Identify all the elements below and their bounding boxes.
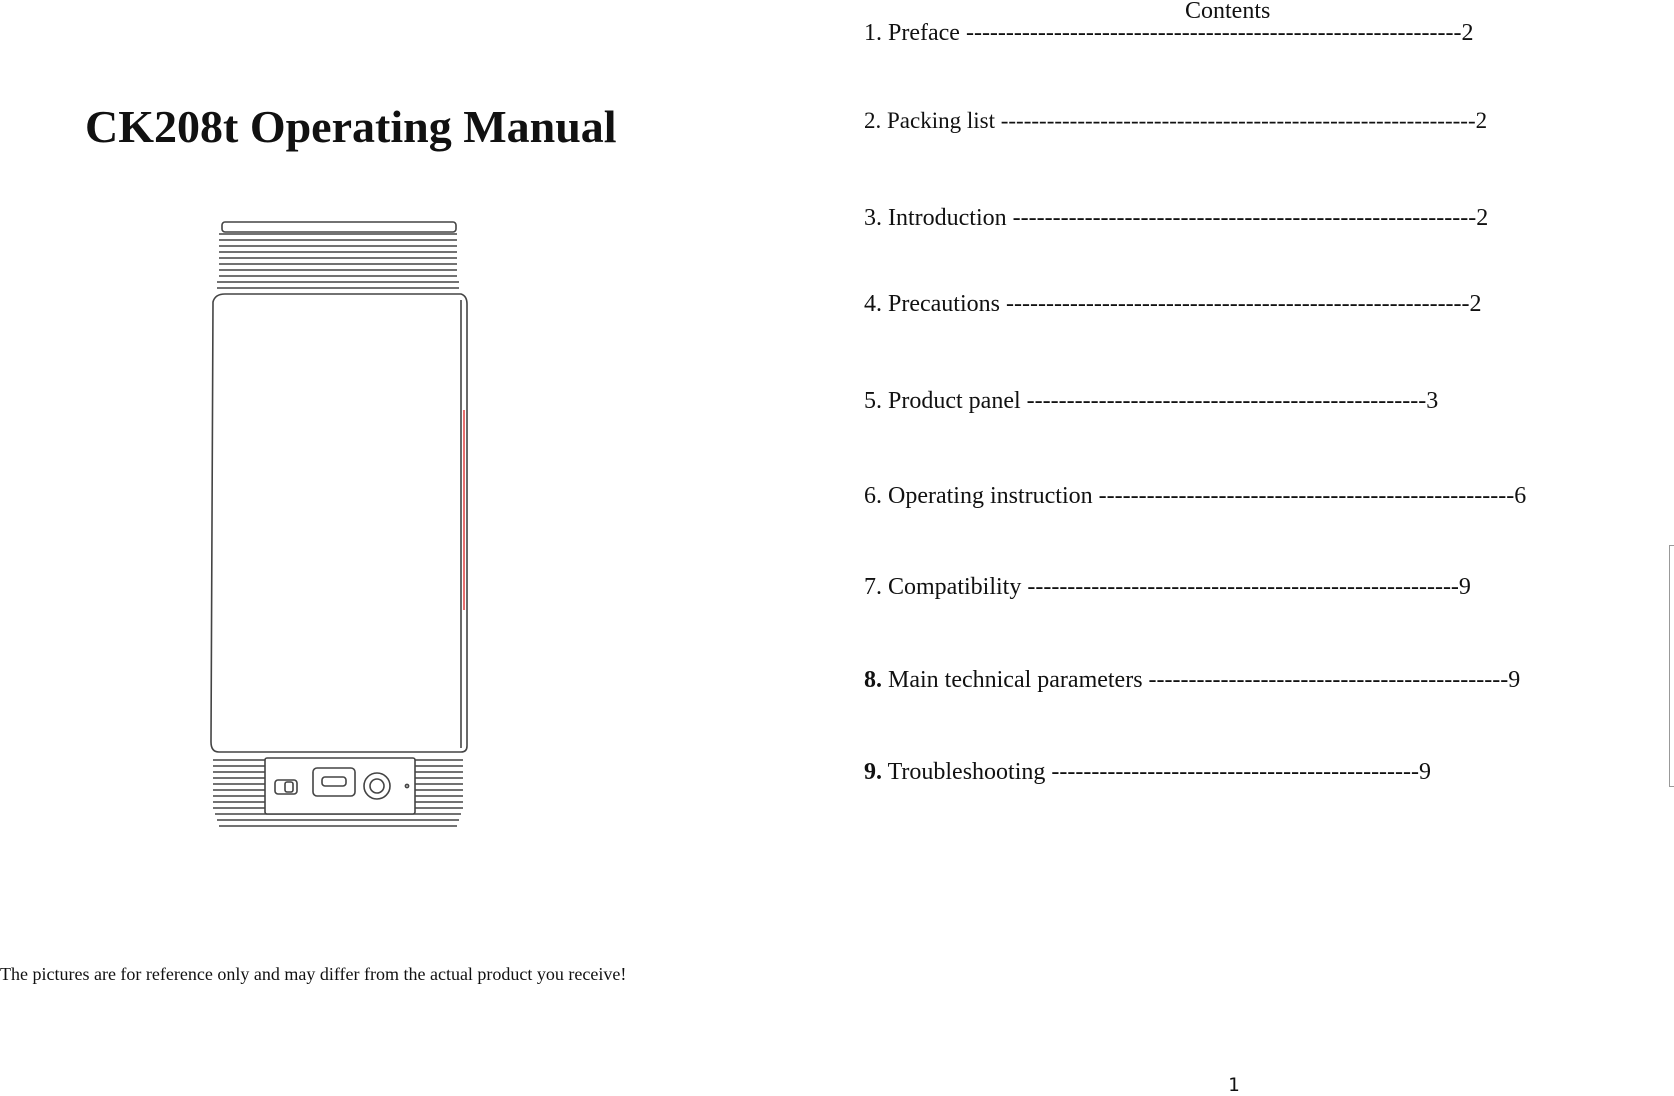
toc-page: 6 <box>1514 483 1527 509</box>
toc-number: 5. <box>864 388 882 414</box>
toc-title: Precautions <box>882 291 1006 317</box>
toc-page: 2 <box>1475 108 1488 133</box>
page-number: 1 <box>1228 1074 1240 1096</box>
page-edge-mark <box>1669 545 1674 787</box>
toc-leader: -------------------------------------------------------------- <box>1000 108 1476 133</box>
toc-title: Introduction <box>882 205 1013 231</box>
toc-leader: ---------------------------------------------------------- <box>1005 291 1470 317</box>
toc-leader: ---------------------------------------------- <box>1051 759 1420 785</box>
toc-entry-packing-list <box>864 108 1487 134</box>
contents-heading: Contents <box>1185 0 1271 24</box>
toc-page: 9 <box>1458 574 1471 600</box>
toc-title: Troubleshooting <box>882 759 1052 785</box>
toc-page: 9 <box>1419 759 1432 785</box>
toc-entry-troubleshooting <box>864 759 1431 786</box>
toc-title: Packing list <box>881 108 1001 133</box>
toc-number: 9. <box>864 759 882 785</box>
toc-page: 2 <box>1461 20 1474 46</box>
toc-title: Main technical parameters <box>882 667 1149 693</box>
toc-number: 7. <box>864 574 882 600</box>
toc-number: 3. <box>864 205 882 231</box>
toc-page: 3 <box>1426 388 1439 414</box>
toc-title: Product panel <box>882 388 1027 414</box>
left-page <box>0 0 820 1096</box>
toc-number: 6. <box>864 483 882 509</box>
toc-page: 2 <box>1469 291 1482 317</box>
toc-leader: --------------------------------------------- <box>1148 667 1509 693</box>
toc-leader: ------------------------------------------------------ <box>1027 574 1459 600</box>
right-page <box>820 0 1674 1096</box>
toc-entry-precautions <box>864 291 1482 318</box>
toc-number: 1. <box>864 20 882 46</box>
document-title: CK208t Operating Manual <box>85 101 617 152</box>
toc-entry-preface <box>864 20 1473 47</box>
toc-number: 2. <box>864 108 882 133</box>
toc-entry-compatibility <box>864 574 1471 601</box>
speaker-drawing-icon <box>205 220 505 870</box>
toc-leader: ---------------------------------------------------------- <box>1012 205 1477 231</box>
toc-leader: ---------------------------------------------------- <box>1098 483 1515 509</box>
toc-number: 4. <box>864 291 882 317</box>
toc-page: 2 <box>1476 205 1489 231</box>
toc-title: Operating instruction <box>882 483 1099 509</box>
toc-title: Preface <box>882 20 966 46</box>
toc-number: 8. <box>864 667 882 693</box>
toc-entry-product-panel <box>864 388 1438 415</box>
toc-entry-main-technical-parameters <box>864 667 1520 694</box>
toc-entry-operating-instruction <box>864 483 1526 510</box>
toc-entry-introduction <box>864 205 1488 232</box>
toc-page: 9 <box>1508 667 1521 693</box>
toc-leader: -------------------------------------------------------------- <box>965 20 1462 46</box>
reference-disclaimer: The pictures are for reference only and may differ from the actual product you receive! <box>0 964 627 984</box>
toc-title: Compatibility <box>882 574 1028 600</box>
toc-leader: -------------------------------------------------- <box>1026 388 1427 414</box>
